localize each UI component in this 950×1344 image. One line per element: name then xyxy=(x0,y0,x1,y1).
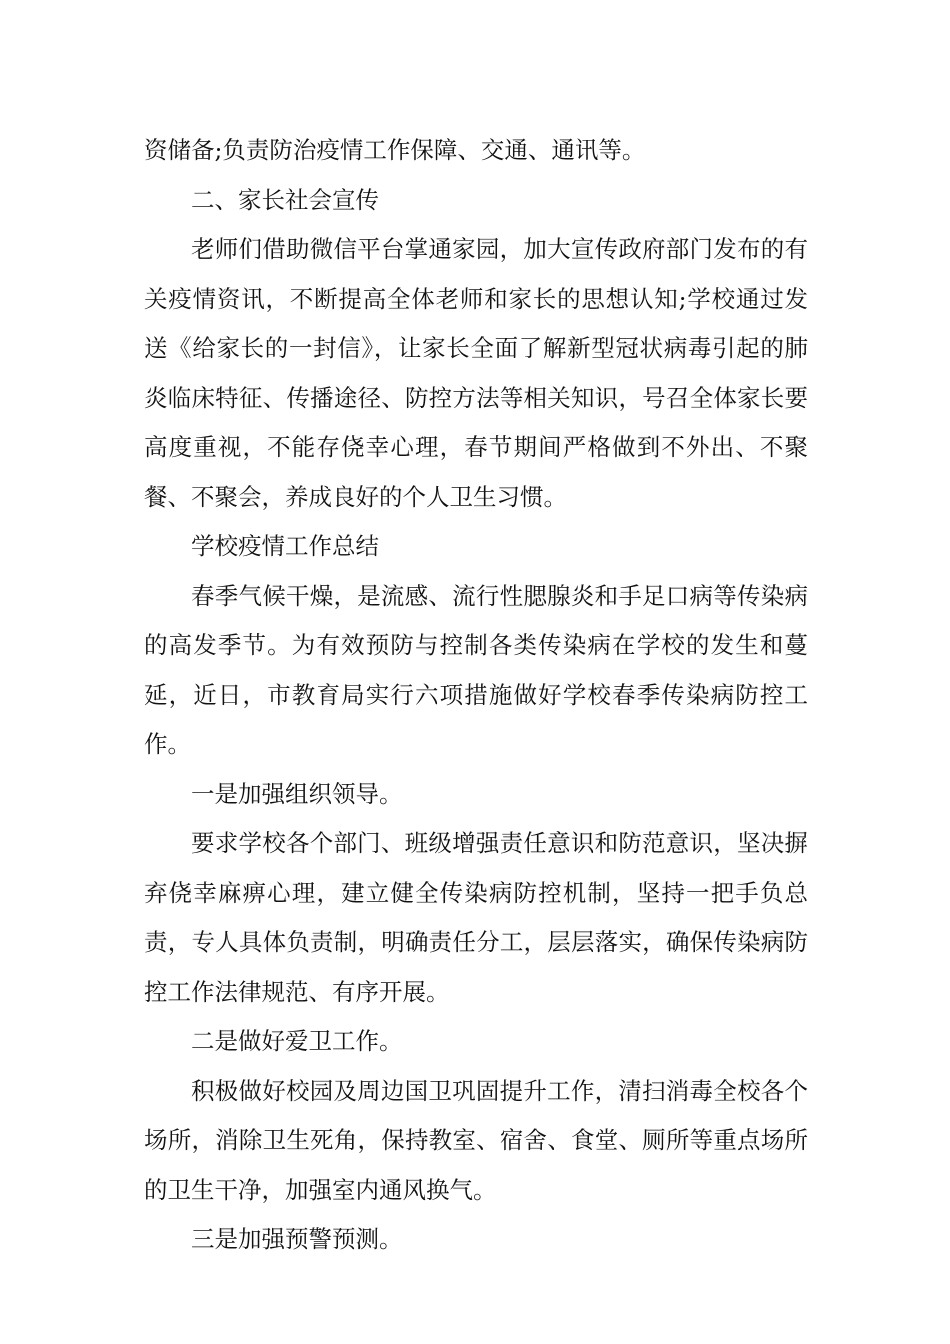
paragraph-parent-publicity: 老师们借助微信平台掌通家园，加大宣传政府部门发布的有关疫情资讯，不断提高全体老师和家长的思想认知;学校通过发送《给家长的一封信》，让家长全面了解新型冠状病毒引起的肺炎临床特征、传播途径、防控方法等相关知识，号召全体家长要高度重视，不能存侥幸心理，春节期间严格做到不外出、不聚餐、不聚会，养成良好的个人卫生习惯。 xyxy=(144,235,808,511)
section-heading-school-summary: 学校疫情工作总结 xyxy=(191,532,379,560)
item-heading-warning: 三是加强预警预测。 xyxy=(191,1225,403,1253)
paragraph-hygiene: 积极做好校园及周边国卫巩固提升工作，清扫消毒全校各个场所，消除卫生死角，保持教室、宿舍、食堂、厕所等重点场所的卫生干净，加强室内通风换气。 xyxy=(144,1076,808,1204)
section-heading-parent-publicity: 二、家长社会宣传 xyxy=(191,185,379,214)
paragraph-continuation: 资储备;负责防治疫情工作保障、交通、通讯等。 xyxy=(144,136,646,164)
item-heading-organization: 一是加强组织领导。 xyxy=(191,779,403,808)
item-heading-hygiene: 二是做好爱卫工作。 xyxy=(191,1027,403,1055)
document-body xyxy=(144,126,808,1265)
paragraph-spring-season: 春季气候干燥，是流感、流行性腮腺炎和手足口病等传染病的高发季节。为有效预防与控制各类传染病在学校的发生和蔓延，近日，市教育局实行六项措施做好学校春季传染病防控工作。 xyxy=(144,581,808,758)
paragraph-organization: 要求学校各个部门、班级增强责任意识和防范意识，坚决摒弃侥幸麻痹心理，建立健全传染病防控机制，坚持一把手负总责，专人具体负责制，明确责任分工，层层落实，确保传染病防控工作法律规范、有序开展。 xyxy=(144,829,808,1006)
